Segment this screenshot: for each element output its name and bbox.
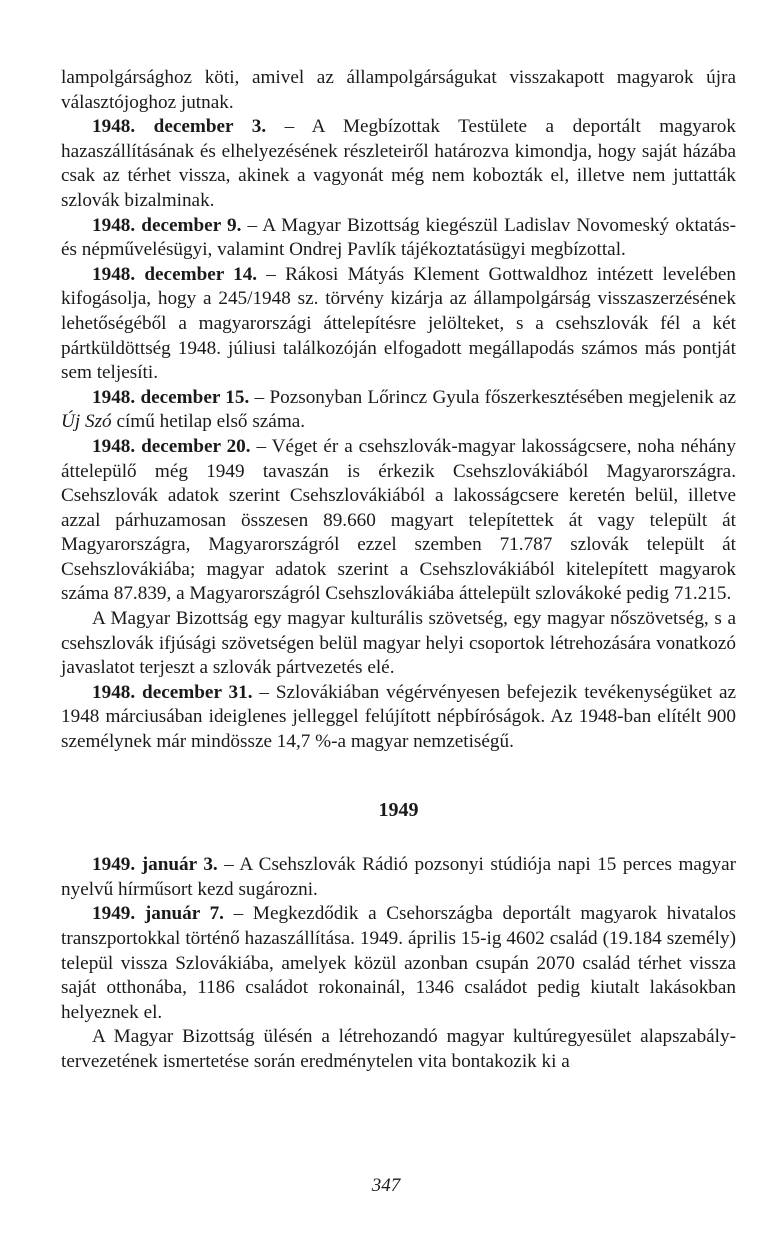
paragraph-text: A Magyar Bizottság egy magyar kulturális szövetség, egy magyar nőszövetség, s a csehszlovák ifjúsági szövetségen belül magyar helyi csoportok létrehozására vonatkozó javaslatot terjeszt a szlovák pártvezetés elé. <box>61 608 736 679</box>
entry-1948-december-31 <box>61 681 736 755</box>
paragraph-kulturegyesulet <box>61 1025 736 1074</box>
page-body <box>61 66 736 1075</box>
entry-date: 1948. december 31. <box>92 681 253 703</box>
entry-1948-december-9 <box>61 214 736 263</box>
newspaper-title: Új Szó <box>61 411 112 433</box>
paragraph-magyar-bizottsag <box>61 607 736 681</box>
section-heading-year: 1949 <box>378 798 419 821</box>
entry-text: – A Csehszlovák Rádió pozsonyi stúdiója napi 15 perces magyar nyelvű hírműsort kezd sugározni. <box>61 854 736 900</box>
entry-1948-december-15 <box>61 386 736 435</box>
entry-text: – Véget ér a csehszlovák-magyar lakosságcsere, noha néhány áttelepülő még 1949 tavaszán is érkezik Csehszlovákiából Magyarországra. Csehszlovák adatok szerint Csehszlovákiából a lakosságcsere keretén belül, illetve azzal párhuzamosan összesen 89.660 magyart telepítettek át vagy települt át Magyarországra, Magyarországról ezzel szemben 71.787 szlovák települt át Csehszlovákiába; magyar adatok szerint a Csehszlovákiából kitelepített magyarok száma 87.839, a Magyarországról Csehszlovákiába áttelepült szlovákoké pedig 71.215. <box>61 435 736 605</box>
entry-text: – Szlovákiában végérvényesen befejezik tevékenységüket az 1948 márciusában ideiglenes jelleggel felújított népbíróságok. Az 1948-ban elítélt 900 személynek már mindössze 14,7 %-a magyar nemzetiségű. <box>61 681 736 753</box>
entry-1948-december-14 <box>61 263 736 386</box>
entry-text: – A Megbízottak Testülete a deportált magyarok hazaszállításának és elhelyezésének részleteiről határozva kimondja, hogy saját házába csak az térhet vissza, akinek a vagyonát még nem kobozták el, illetve nem juttatták szlovák bizalminak. <box>61 116 736 211</box>
paragraph-text: A Magyar Bizottság ülésén a létrehozandó magyar kultúregyesület alapszabály-tervezetének ismertetése során eredménytelen vita bontakozik ki a <box>61 1026 736 1072</box>
entry-date: 1948. december 9. <box>92 214 242 236</box>
entry-date: 1949. január 3. <box>92 854 218 876</box>
entry-date: 1949. január 7. <box>92 903 224 925</box>
entry-date: 1948. december 3. <box>92 116 267 138</box>
entry-1948-december-20 <box>61 435 736 607</box>
entry-text: – Pozsonyban Lőrincz Gyula főszerkesztésében megjelenik az <box>249 386 736 408</box>
entry-text: – A Magyar Bizottság kiegészül Ladislav Novomeský oktatás- és népművelésügyi, valamint Ondrej Pavlík tájékoztatásügyi megbízottal. <box>61 214 736 261</box>
paragraph-continuation <box>61 66 736 115</box>
entry-text: – Megkezdődik a Csehországba deportált magyarok hivatalos transzportokkal történő hazaszállítása. 1949. április 15-ig 4602 család (19.184 személy) települ vissza Szlovákiába, amelyek közül azonban csupán 2070 család térhet vissza saját otthonába, 1186 családot rokonainál, 1346 családot pedig kiutalt lakásokban helyeznek el. <box>61 903 736 1023</box>
entry-date: 1948. december 20. <box>92 435 251 457</box>
entry-1949-januar-7 <box>61 902 736 1025</box>
entry-date: 1948. december 14. <box>92 263 258 285</box>
entry-text-continued: című hetilap első száma. <box>111 411 306 433</box>
entry-1949-januar-3 <box>61 853 736 902</box>
entry-text: – Rákosi Mátyás Klement Gottwaldhoz intézett levelében kifogásolja, hogy a 245/1948 sz. törvény kizárja az állampolgárság visszaszerzésének lehetőségéből a magyarországi áttelepítésre jelölteket, s a csehszlovák fél a két pártküldöttség 1948. júliusi találkozóján elfogadott megállapodás számos más pontját sem teljesíti. <box>61 263 736 384</box>
entry-date: 1948. december 15. <box>92 386 250 408</box>
page-number: 347 <box>371 1175 401 1196</box>
paragraph-text: lampolgársághoz köti, amivel az állampolgárságukat visszakapott magyarok újra választójoghoz jutnak. <box>61 67 736 113</box>
entry-1948-december-3 <box>61 115 736 213</box>
